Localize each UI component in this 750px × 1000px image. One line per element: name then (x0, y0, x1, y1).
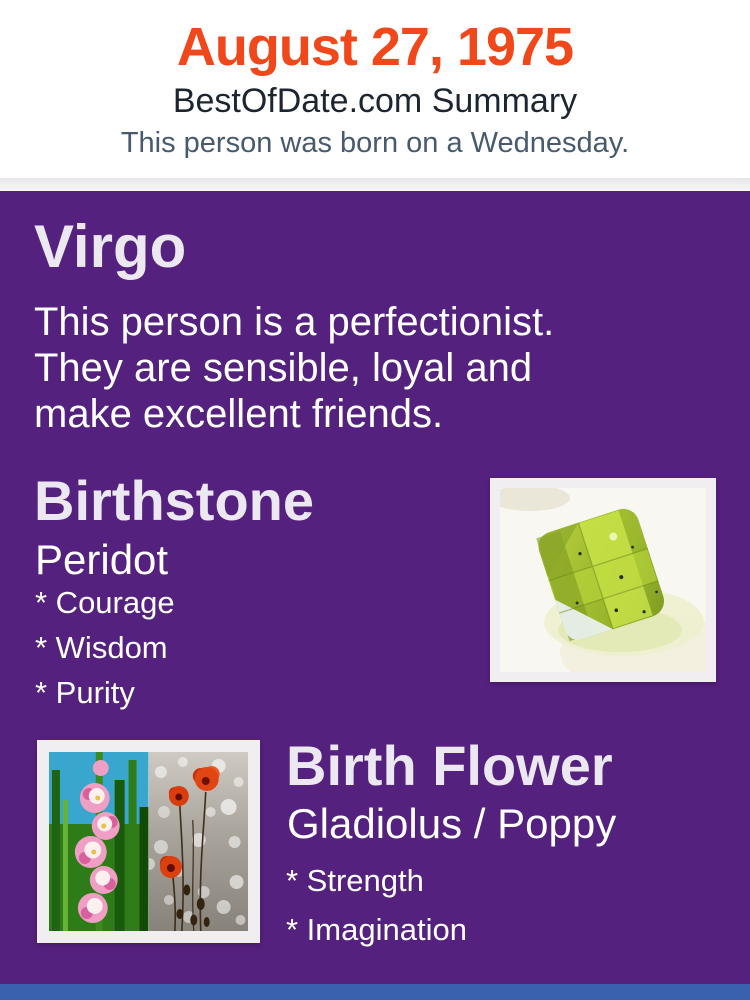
birth-flower-heading: Birth Flower (286, 734, 613, 797)
trait-item: * Purity (35, 675, 135, 710)
zodiac-sign-heading: Virgo (34, 213, 187, 280)
date-title: August 27, 1975 (176, 17, 574, 77)
zodiac-description (34, 299, 694, 437)
site-summary-subtitle: BestOfDate.com Summary (172, 82, 578, 121)
birthstone-traits-list (35, 586, 175, 721)
zodiac-description-line: make excellent friends. (34, 392, 444, 436)
weekday-note: This person was born on a Wednesday. (120, 126, 630, 159)
peridot-gem-illustration (500, 488, 706, 672)
trait-item: * Wisdom (35, 630, 168, 665)
footer-bar (0, 984, 750, 1000)
zodiac-description-line: They are sensible, loyal and (34, 346, 533, 390)
peridot-photo (500, 488, 706, 672)
header-divider (0, 178, 750, 191)
birth-flower-photo (49, 752, 248, 931)
trait-item: * Imagination (286, 912, 467, 947)
birth-flower-image (37, 740, 260, 943)
zodiac-description-line: This person is a perfectionist. (34, 300, 555, 344)
birth-flower-traits-list (286, 863, 467, 961)
gladiolus-illustration (49, 752, 149, 931)
peridot-image (490, 478, 716, 682)
birthstone-name: Peridot (35, 536, 169, 583)
birth-flower-name: Gladiolus / Poppy (287, 800, 617, 847)
header (0, 0, 750, 178)
trait-item: * Courage (35, 585, 175, 620)
birthstone-heading: Birthstone (34, 469, 314, 532)
poppy-illustration (149, 752, 249, 931)
trait-item: * Strength (286, 863, 424, 898)
